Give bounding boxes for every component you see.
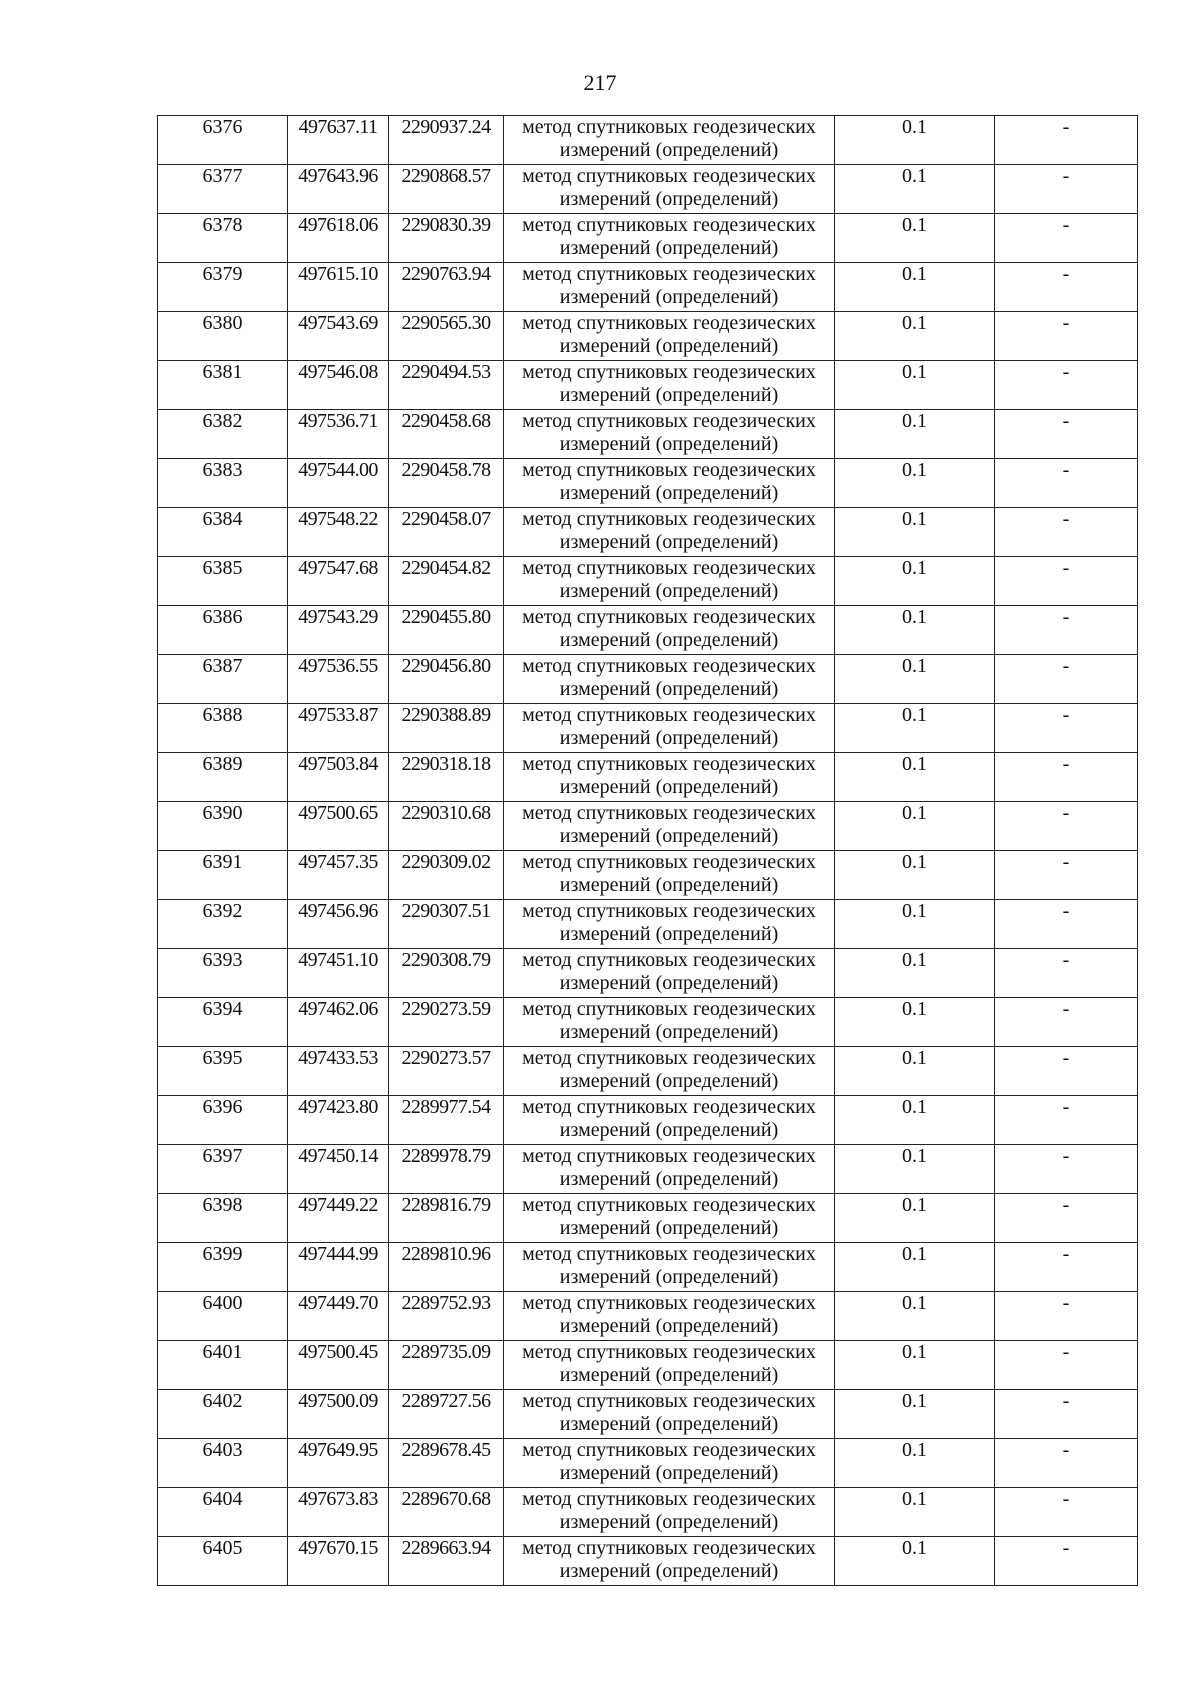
method-cell <box>504 165 835 214</box>
method-cell <box>504 802 835 851</box>
description-cell: - <box>995 557 1138 606</box>
x-coordinate-cell: 497546.08 <box>288 361 389 410</box>
x-coordinate-cell: 497543.29 <box>288 606 389 655</box>
accuracy-cell: 0.1 <box>835 361 995 410</box>
description-cell: - <box>995 1390 1138 1439</box>
y-coordinate-cell: 2290454.82 <box>389 557 504 606</box>
method-line-1: метод спутниковых геодезических <box>522 851 816 873</box>
x-coordinate-cell: 497433.53 <box>288 1047 389 1096</box>
x-coordinate-cell: 497615.10 <box>288 263 389 312</box>
table-row <box>158 1537 1138 1586</box>
x-coordinate-cell: 497500.45 <box>288 1341 389 1390</box>
description-cell: - <box>995 312 1138 361</box>
description-cell: - <box>995 1488 1138 1537</box>
method-line-2: измерений (определений) <box>559 1168 779 1190</box>
accuracy-cell: 0.1 <box>835 1537 995 1586</box>
method-line-1: метод спутниковых геодезических <box>522 508 816 530</box>
method-cell <box>504 704 835 753</box>
point-number-cell: 6404 <box>158 1488 288 1537</box>
table-row <box>158 1047 1138 1096</box>
method-line-2: измерений (определений) <box>559 629 779 651</box>
method-line-2: измерений (определений) <box>559 1364 779 1386</box>
table-row <box>158 116 1138 165</box>
x-coordinate-cell: 497444.99 <box>288 1243 389 1292</box>
y-coordinate-cell: 2289663.94 <box>389 1537 504 1586</box>
table-row <box>158 165 1138 214</box>
y-coordinate-cell: 2290458.07 <box>389 508 504 557</box>
method-line-2: измерений (определений) <box>559 825 779 847</box>
method-line-2: измерений (определений) <box>559 874 779 896</box>
method-cell <box>504 1145 835 1194</box>
description-cell: - <box>995 116 1138 165</box>
description-cell: - <box>995 704 1138 753</box>
method-cell <box>504 116 835 165</box>
method-line-1: метод спутниковых геодезических <box>522 753 816 775</box>
description-cell: - <box>995 802 1138 851</box>
accuracy-cell: 0.1 <box>835 508 995 557</box>
method-line-1: метод спутниковых геодезических <box>522 312 816 334</box>
method-line-1: метод спутниковых геодезических <box>522 949 816 971</box>
method-cell <box>504 851 835 900</box>
point-number-cell: 6395 <box>158 1047 288 1096</box>
accuracy-cell: 0.1 <box>835 1047 995 1096</box>
method-line-1: метод спутниковых геодезических <box>522 410 816 432</box>
point-number-cell: 6402 <box>158 1390 288 1439</box>
method-line-1: метод спутниковых геодезических <box>522 900 816 922</box>
page-number: 217 <box>583 70 617 95</box>
accuracy-cell: 0.1 <box>835 802 995 851</box>
method-cell <box>504 1488 835 1537</box>
method-line-2: измерений (определений) <box>559 335 779 357</box>
method-line-2: измерений (определений) <box>559 531 779 553</box>
method-line-2: измерений (определений) <box>559 776 779 798</box>
table-row <box>158 1439 1138 1488</box>
description-cell: - <box>995 1096 1138 1145</box>
method-cell <box>504 1243 835 1292</box>
method-line-2: измерений (определений) <box>559 1511 779 1533</box>
method-line-1: метод спутниковых геодезических <box>522 1439 816 1461</box>
description-cell: - <box>995 165 1138 214</box>
point-number-cell: 6398 <box>158 1194 288 1243</box>
accuracy-cell: 0.1 <box>835 116 995 165</box>
coordinates-table-body <box>158 116 1138 1586</box>
method-line-1: метод спутниковых геодезических <box>522 165 816 187</box>
method-line-2: измерений (определений) <box>559 923 779 945</box>
description-cell: - <box>995 606 1138 655</box>
accuracy-cell: 0.1 <box>835 1194 995 1243</box>
x-coordinate-cell: 497449.70 <box>288 1292 389 1341</box>
method-line-2: измерений (определений) <box>559 727 779 749</box>
description-cell: - <box>995 753 1138 802</box>
description-cell: - <box>995 1439 1138 1488</box>
description-cell: - <box>995 655 1138 704</box>
accuracy-cell: 0.1 <box>835 312 995 361</box>
y-coordinate-cell: 2289810.96 <box>389 1243 504 1292</box>
table-row <box>158 1243 1138 1292</box>
method-cell <box>504 410 835 459</box>
method-cell <box>504 312 835 361</box>
y-coordinate-cell: 2289727.56 <box>389 1390 504 1439</box>
x-coordinate-cell: 497449.22 <box>288 1194 389 1243</box>
description-cell: - <box>995 1341 1138 1390</box>
method-cell <box>504 557 835 606</box>
table-row <box>158 1194 1138 1243</box>
method-cell <box>504 949 835 998</box>
accuracy-cell: 0.1 <box>835 949 995 998</box>
x-coordinate-cell: 497536.71 <box>288 410 389 459</box>
accuracy-cell: 0.1 <box>835 557 995 606</box>
method-cell <box>504 1390 835 1439</box>
description-cell: - <box>995 851 1138 900</box>
point-number-cell: 6390 <box>158 802 288 851</box>
method-line-2: измерений (определений) <box>559 384 779 406</box>
accuracy-cell: 0.1 <box>835 1439 995 1488</box>
x-coordinate-cell: 497457.35 <box>288 851 389 900</box>
method-line-1: метод спутниковых геодезических <box>522 704 816 726</box>
x-coordinate-cell: 497637.11 <box>288 116 389 165</box>
accuracy-cell: 0.1 <box>835 851 995 900</box>
method-cell <box>504 1439 835 1488</box>
description-cell: - <box>995 1243 1138 1292</box>
method-cell <box>504 655 835 704</box>
point-number-cell: 6388 <box>158 704 288 753</box>
x-coordinate-cell: 497423.80 <box>288 1096 389 1145</box>
method-cell <box>504 1096 835 1145</box>
method-cell <box>504 508 835 557</box>
table-row <box>158 1145 1138 1194</box>
point-number-cell: 6381 <box>158 361 288 410</box>
point-number-cell: 6400 <box>158 1292 288 1341</box>
table-row <box>158 655 1138 704</box>
method-line-1: метод спутниковых геодезических <box>522 998 816 1020</box>
y-coordinate-cell: 2290763.94 <box>389 263 504 312</box>
method-line-1: метод спутниковых геодезических <box>522 1537 816 1559</box>
table-row <box>158 410 1138 459</box>
method-line-1: метод спутниковых геодезических <box>522 557 816 579</box>
point-number-cell: 6391 <box>158 851 288 900</box>
method-line-1: метод спутниковых геодезических <box>522 1390 816 1412</box>
method-line-2: измерений (определений) <box>559 1315 779 1337</box>
y-coordinate-cell: 2290830.39 <box>389 214 504 263</box>
table-row <box>158 998 1138 1047</box>
point-number-cell: 6387 <box>158 655 288 704</box>
table-row <box>158 851 1138 900</box>
table-row <box>158 1341 1138 1390</box>
table-row <box>158 459 1138 508</box>
description-cell: - <box>995 508 1138 557</box>
method-cell <box>504 214 835 263</box>
method-line-1: метод спутниковых геодезических <box>522 1243 816 1265</box>
y-coordinate-cell: 2289678.45 <box>389 1439 504 1488</box>
point-number-cell: 6403 <box>158 1439 288 1488</box>
y-coordinate-cell: 2290273.57 <box>389 1047 504 1096</box>
method-line-1: метод спутниковых геодезических <box>522 1096 816 1118</box>
method-line-2: измерений (определений) <box>559 1119 779 1141</box>
accuracy-cell: 0.1 <box>835 1243 995 1292</box>
method-line-2: измерений (определений) <box>559 972 779 994</box>
description-cell: - <box>995 459 1138 508</box>
description-cell: - <box>995 263 1138 312</box>
table-row <box>158 361 1138 410</box>
table-row <box>158 753 1138 802</box>
method-cell <box>504 1194 835 1243</box>
accuracy-cell: 0.1 <box>835 606 995 655</box>
table-row <box>158 1488 1138 1537</box>
point-number-cell: 6396 <box>158 1096 288 1145</box>
accuracy-cell: 0.1 <box>835 165 995 214</box>
table-row <box>158 949 1138 998</box>
method-line-1: метод спутниковых геодезических <box>522 459 816 481</box>
y-coordinate-cell: 2289977.54 <box>389 1096 504 1145</box>
method-line-2: измерений (определений) <box>559 1021 779 1043</box>
y-coordinate-cell: 2290937.24 <box>389 116 504 165</box>
point-number-cell: 6393 <box>158 949 288 998</box>
point-number-cell: 6379 <box>158 263 288 312</box>
method-line-2: измерений (определений) <box>559 1413 779 1435</box>
method-cell <box>504 263 835 312</box>
description-cell: - <box>995 214 1138 263</box>
method-line-2: измерений (определений) <box>559 286 779 308</box>
method-cell <box>504 1047 835 1096</box>
method-line-2: измерений (определений) <box>559 433 779 455</box>
accuracy-cell: 0.1 <box>835 214 995 263</box>
x-coordinate-cell: 497533.87 <box>288 704 389 753</box>
x-coordinate-cell: 497543.69 <box>288 312 389 361</box>
method-cell <box>504 459 835 508</box>
point-number-cell: 6394 <box>158 998 288 1047</box>
table-row <box>158 1390 1138 1439</box>
accuracy-cell: 0.1 <box>835 1488 995 1537</box>
description-cell: - <box>995 1537 1138 1586</box>
table-row <box>158 900 1138 949</box>
point-number-cell: 6392 <box>158 900 288 949</box>
description-cell: - <box>995 361 1138 410</box>
table-row <box>158 1292 1138 1341</box>
y-coordinate-cell: 2290455.80 <box>389 606 504 655</box>
table-row <box>158 802 1138 851</box>
method-cell <box>504 1341 835 1390</box>
x-coordinate-cell: 497548.22 <box>288 508 389 557</box>
method-cell <box>504 361 835 410</box>
accuracy-cell: 0.1 <box>835 459 995 508</box>
x-coordinate-cell: 497536.55 <box>288 655 389 704</box>
method-line-1: метод спутниковых геодезических <box>522 1194 816 1216</box>
y-coordinate-cell: 2290456.80 <box>389 655 504 704</box>
y-coordinate-cell: 2289816.79 <box>389 1194 504 1243</box>
y-coordinate-cell: 2289752.93 <box>389 1292 504 1341</box>
table-row <box>158 214 1138 263</box>
point-number-cell: 6401 <box>158 1341 288 1390</box>
accuracy-cell: 0.1 <box>835 1145 995 1194</box>
method-line-1: метод спутниковых геодезических <box>522 1292 816 1314</box>
description-cell: - <box>995 1194 1138 1243</box>
accuracy-cell: 0.1 <box>835 753 995 802</box>
method-line-1: метод спутниковых геодезических <box>522 1145 816 1167</box>
method-cell <box>504 900 835 949</box>
accuracy-cell: 0.1 <box>835 410 995 459</box>
y-coordinate-cell: 2290458.78 <box>389 459 504 508</box>
table-row <box>158 263 1138 312</box>
x-coordinate-cell: 497503.84 <box>288 753 389 802</box>
point-number-cell: 6384 <box>158 508 288 557</box>
x-coordinate-cell: 497450.14 <box>288 1145 389 1194</box>
method-line-2: измерений (определений) <box>559 580 779 602</box>
method-line-2: измерений (определений) <box>559 1217 779 1239</box>
description-cell: - <box>995 949 1138 998</box>
method-line-1: метод спутниковых геодезических <box>522 606 816 628</box>
description-cell: - <box>995 998 1138 1047</box>
table-row <box>158 704 1138 753</box>
y-coordinate-cell: 2289978.79 <box>389 1145 504 1194</box>
y-coordinate-cell: 2290458.68 <box>389 410 504 459</box>
method-line-1: метод спутниковых геодезических <box>522 263 816 285</box>
accuracy-cell: 0.1 <box>835 263 995 312</box>
y-coordinate-cell: 2289735.09 <box>389 1341 504 1390</box>
method-cell <box>504 753 835 802</box>
method-line-1: метод спутниковых геодезических <box>522 214 816 236</box>
table-row <box>158 606 1138 655</box>
accuracy-cell: 0.1 <box>835 655 995 704</box>
x-coordinate-cell: 497670.15 <box>288 1537 389 1586</box>
point-number-cell: 6378 <box>158 214 288 263</box>
y-coordinate-cell: 2290565.30 <box>389 312 504 361</box>
point-number-cell: 6397 <box>158 1145 288 1194</box>
y-coordinate-cell: 2290309.02 <box>389 851 504 900</box>
method-line-2: измерений (определений) <box>559 1462 779 1484</box>
accuracy-cell: 0.1 <box>835 1292 995 1341</box>
x-coordinate-cell: 497451.10 <box>288 949 389 998</box>
coordinates-table <box>157 115 1138 1586</box>
x-coordinate-cell: 497500.09 <box>288 1390 389 1439</box>
point-number-cell: 6380 <box>158 312 288 361</box>
method-line-1: метод спутниковых геодезических <box>522 1047 816 1069</box>
x-coordinate-cell: 497500.65 <box>288 802 389 851</box>
y-coordinate-cell: 2289670.68 <box>389 1488 504 1537</box>
point-number-cell: 6386 <box>158 606 288 655</box>
accuracy-cell: 0.1 <box>835 900 995 949</box>
description-cell: - <box>995 410 1138 459</box>
x-coordinate-cell: 497544.00 <box>288 459 389 508</box>
y-coordinate-cell: 2290273.59 <box>389 998 504 1047</box>
method-line-2: измерений (определений) <box>559 678 779 700</box>
method-line-1: метод спутниковых геодезических <box>522 1488 816 1510</box>
table-row <box>158 312 1138 361</box>
x-coordinate-cell: 497547.68 <box>288 557 389 606</box>
table-row <box>158 508 1138 557</box>
y-coordinate-cell: 2290318.18 <box>389 753 504 802</box>
x-coordinate-cell: 497673.83 <box>288 1488 389 1537</box>
method-line-2: измерений (определений) <box>559 1560 779 1582</box>
y-coordinate-cell: 2290308.79 <box>389 949 504 998</box>
x-coordinate-cell: 497643.96 <box>288 165 389 214</box>
accuracy-cell: 0.1 <box>835 998 995 1047</box>
method-line-2: измерений (определений) <box>559 1070 779 1092</box>
x-coordinate-cell: 497456.96 <box>288 900 389 949</box>
accuracy-cell: 0.1 <box>835 1096 995 1145</box>
method-line-1: метод спутниковых геодезических <box>522 655 816 677</box>
description-cell: - <box>995 900 1138 949</box>
x-coordinate-cell: 497618.06 <box>288 214 389 263</box>
method-line-2: измерений (определений) <box>559 139 779 161</box>
description-cell: - <box>995 1292 1138 1341</box>
method-cell <box>504 606 835 655</box>
method-cell <box>504 1292 835 1341</box>
point-number-cell: 6377 <box>158 165 288 214</box>
y-coordinate-cell: 2290307.51 <box>389 900 504 949</box>
description-cell: - <box>995 1145 1138 1194</box>
y-coordinate-cell: 2290310.68 <box>389 802 504 851</box>
point-number-cell: 6399 <box>158 1243 288 1292</box>
point-number-cell: 6382 <box>158 410 288 459</box>
point-number-cell: 6389 <box>158 753 288 802</box>
method-line-2: измерений (определений) <box>559 237 779 259</box>
point-number-cell: 6376 <box>158 116 288 165</box>
accuracy-cell: 0.1 <box>835 704 995 753</box>
method-line-2: измерений (определений) <box>559 1266 779 1288</box>
method-line-2: измерений (определений) <box>559 188 779 210</box>
method-line-1: метод спутниковых геодезических <box>522 361 816 383</box>
y-coordinate-cell: 2290494.53 <box>389 361 504 410</box>
method-line-1: метод спутниковых геодезических <box>522 1341 816 1363</box>
method-line-1: метод спутниковых геодезических <box>522 802 816 824</box>
table-row <box>158 557 1138 606</box>
accuracy-cell: 0.1 <box>835 1390 995 1439</box>
method-line-1: метод спутниковых геодезических <box>522 116 816 138</box>
accuracy-cell: 0.1 <box>835 1341 995 1390</box>
method-cell <box>504 1537 835 1586</box>
method-line-2: измерений (определений) <box>559 482 779 504</box>
method-cell <box>504 998 835 1047</box>
point-number-cell: 6405 <box>158 1537 288 1586</box>
y-coordinate-cell: 2290868.57 <box>389 165 504 214</box>
x-coordinate-cell: 497649.95 <box>288 1439 389 1488</box>
point-number-cell: 6385 <box>158 557 288 606</box>
x-coordinate-cell: 497462.06 <box>288 998 389 1047</box>
y-coordinate-cell: 2290388.89 <box>389 704 504 753</box>
point-number-cell: 6383 <box>158 459 288 508</box>
description-cell: - <box>995 1047 1138 1096</box>
table-row <box>158 1096 1138 1145</box>
